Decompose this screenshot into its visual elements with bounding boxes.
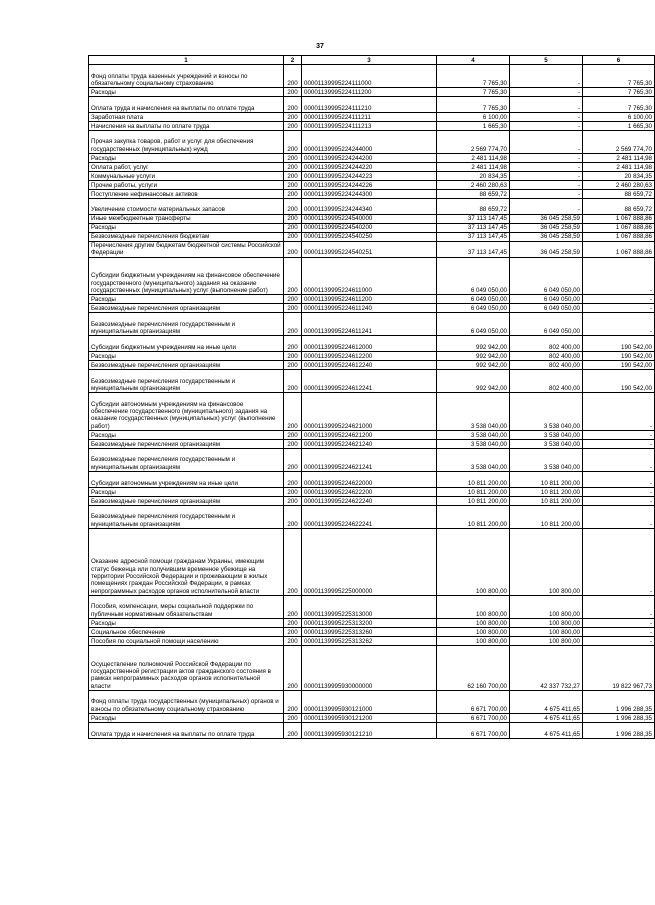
table-row — [89, 430, 655, 439]
row-unexecuted-cell: - — [583, 636, 655, 645]
row-approved-cell: 992 942,00 — [437, 336, 510, 352]
table-row — [89, 370, 655, 393]
row-code-cell: 200 — [284, 595, 302, 618]
row-name-cell: Начисления на выплаты по оплате труда — [89, 121, 284, 130]
row-name-cell: Расходы — [89, 352, 284, 361]
row-approved-cell: 6 100,00 — [437, 112, 510, 121]
row-kbk-cell: 00001139995930000000 — [302, 645, 437, 690]
table-row — [89, 496, 655, 505]
row-name-cell: Безвозмездные перечисления организациям — [89, 361, 284, 370]
row-kbk-cell: 00001139995224244220 — [302, 162, 437, 171]
row-unexecuted-cell: - — [583, 393, 655, 431]
row-name-cell: Безвозмездные перечисления организациям — [89, 439, 284, 448]
row-executed-cell: 802 400,00 — [510, 352, 583, 361]
row-code-cell: 200 — [284, 430, 302, 439]
row-kbk-cell: 00001139995224111200 — [302, 88, 437, 97]
row-kbk-cell: 00001139995224611200 — [302, 295, 437, 304]
row-unexecuted-cell: - — [583, 430, 655, 439]
table-row — [89, 241, 655, 257]
row-name-cell: Расходы — [89, 618, 284, 627]
row-name-cell: Осуществление полномочий Российской Федерации по государственной регистрации актов гражданского состояния в рамках непрограммных расходов органов исполнительной власти — [89, 645, 284, 690]
row-kbk-cell: 00001139995224244340 — [302, 198, 437, 214]
row-executed-cell: - — [510, 88, 583, 97]
row-approved-cell: 100 800,00 — [437, 528, 510, 595]
row-code-cell: 200 — [284, 313, 302, 336]
row-code-cell: 200 — [284, 645, 302, 690]
row-kbk-cell: 00001139995224244226 — [302, 180, 437, 189]
row-code-cell: 200 — [284, 304, 302, 313]
row-executed-cell: 6 049 050,00 — [510, 304, 583, 313]
row-approved-cell: 3 538 040,00 — [437, 448, 510, 471]
row-approved-cell: 7 765,30 — [437, 65, 510, 88]
row-kbk-cell: 00001139995224244000 — [302, 130, 437, 153]
row-approved-cell: 10 811 200,00 — [437, 487, 510, 496]
row-code-cell: 200 — [284, 180, 302, 189]
row-name-cell: Коммунальные услуги — [89, 171, 284, 180]
row-code-cell: 200 — [284, 723, 302, 739]
row-name-cell: Безвозмездные перечисления организациям — [89, 496, 284, 505]
row-unexecuted-cell: 1 067 888,86 — [583, 241, 655, 257]
row-executed-cell: - — [510, 112, 583, 121]
row-approved-cell: 7 765,30 — [437, 88, 510, 97]
row-approved-cell: 6 049 050,00 — [437, 295, 510, 304]
row-executed-cell: - — [510, 153, 583, 162]
row-code-cell: 200 — [284, 496, 302, 505]
row-unexecuted-cell: - — [583, 496, 655, 505]
table-row — [89, 153, 655, 162]
table-row — [89, 472, 655, 488]
row-approved-cell: 2 569 774,70 — [437, 130, 510, 153]
row-unexecuted-cell: - — [583, 618, 655, 627]
row-name-cell: Оплата труда и начисления на выплаты по оплате труда — [89, 723, 284, 739]
row-kbk-cell: 00001139995224111210 — [302, 97, 437, 113]
row-executed-cell: - — [510, 162, 583, 171]
row-code-cell: 200 — [284, 198, 302, 214]
table-row — [89, 618, 655, 627]
row-name-cell: Прочие работы, услуги — [89, 180, 284, 189]
row-kbk-cell: 00001139995224244200 — [302, 153, 437, 162]
row-code-cell: 200 — [284, 636, 302, 645]
row-executed-cell: 6 049 050,00 — [510, 295, 583, 304]
row-name-cell: Субсидии бюджетным учреждениям на иные цели — [89, 336, 284, 352]
table-row — [89, 636, 655, 645]
row-executed-cell: 802 400,00 — [510, 336, 583, 352]
row-kbk-cell: 00001139995225313000 — [302, 595, 437, 618]
row-kbk-cell: 00001139995224621000 — [302, 393, 437, 431]
table-row — [89, 690, 655, 713]
row-unexecuted-cell: 6 100,00 — [583, 112, 655, 121]
row-kbk-cell: 00001139995930121210 — [302, 723, 437, 739]
row-unexecuted-cell: 7 765,30 — [583, 65, 655, 88]
row-name-cell: Безвозмездные перечисления государственным и муниципальным организациям — [89, 313, 284, 336]
row-executed-cell: - — [510, 65, 583, 88]
table-row — [89, 223, 655, 232]
table-row — [89, 295, 655, 304]
row-name-cell: Оказание адресной помощи гражданам Украины, имеющим статус беженца или получившим временное убежище на территории Российской Федерации и проживающим в жилых помещениях граждан Российской Федерации, в рамках непрограммных расходов органов исполнительной власти — [89, 528, 284, 595]
row-executed-cell: - — [510, 130, 583, 153]
row-kbk-cell: 00001139995224540250 — [302, 232, 437, 241]
row-kbk-cell: 00001139995224111000 — [302, 65, 437, 88]
row-executed-cell: 3 538 040,00 — [510, 448, 583, 471]
row-unexecuted-cell: 7 765,30 — [583, 88, 655, 97]
row-approved-cell: 88 659,72 — [437, 198, 510, 214]
row-name-cell: Безвозмездные перечисления государственным и муниципальным организациям — [89, 505, 284, 528]
row-approved-cell: 6 049 050,00 — [437, 304, 510, 313]
row-code-cell: 200 — [284, 361, 302, 370]
table-row — [89, 180, 655, 189]
row-kbk-cell: 00001139995224111211 — [302, 112, 437, 121]
row-kbk-cell: 00001139995224611241 — [302, 313, 437, 336]
row-code-cell: 200 — [284, 370, 302, 393]
row-name-cell: Пособия по социальной помощи населению — [89, 636, 284, 645]
row-name-cell: Заработная плата — [89, 112, 284, 121]
row-approved-cell: 37 113 147,45 — [437, 241, 510, 257]
row-approved-cell: 7 765,30 — [437, 97, 510, 113]
table-row — [89, 528, 655, 595]
row-unexecuted-cell: 190 542,00 — [583, 361, 655, 370]
row-unexecuted-cell: 2 569 774,70 — [583, 130, 655, 153]
table-row — [89, 505, 655, 528]
row-name-cell: Безвозмездные перечисления организациям — [89, 304, 284, 313]
table-row — [89, 627, 655, 636]
row-approved-cell: 62 160 700,00 — [437, 645, 510, 690]
table-row — [89, 645, 655, 690]
table-row — [89, 487, 655, 496]
row-unexecuted-cell: - — [583, 313, 655, 336]
row-code-cell: 200 — [284, 627, 302, 636]
row-unexecuted-cell: - — [583, 448, 655, 471]
row-executed-cell: - — [510, 189, 583, 198]
row-name-cell: Оплата труда и начисления на выплаты по оплате труда — [89, 97, 284, 113]
row-executed-cell: 3 538 040,00 — [510, 439, 583, 448]
row-unexecuted-cell: 1 067 888,86 — [583, 232, 655, 241]
row-executed-cell: 36 045 258,59 — [510, 241, 583, 257]
row-code-cell: 200 — [284, 241, 302, 257]
row-code-cell: 200 — [284, 257, 302, 295]
table-row — [89, 352, 655, 361]
row-kbk-cell: 00001139995930121000 — [302, 690, 437, 713]
page-number: 37 — [316, 43, 324, 50]
row-kbk-cell: 00001139995224611000 — [302, 257, 437, 295]
row-name-cell: Субсидии бюджетным учреждениям на финансовое обеспечение государственного (муниципального) задания на оказание государственных (муниципальных) услуг (выполнение работ) — [89, 257, 284, 295]
table-row — [89, 361, 655, 370]
row-name-cell: Расходы — [89, 88, 284, 97]
row-approved-cell: 6 671 700,00 — [437, 690, 510, 713]
row-name-cell: Социальное обеспечение — [89, 627, 284, 636]
row-code-cell: 200 — [284, 393, 302, 431]
row-kbk-cell: 00001139995225313260 — [302, 627, 437, 636]
row-kbk-cell: 00001139995224111213 — [302, 121, 437, 130]
row-code-cell: 200 — [284, 352, 302, 361]
table-row — [89, 198, 655, 214]
row-unexecuted-cell: 20 834,35 — [583, 171, 655, 180]
row-code-cell: 200 — [284, 88, 302, 97]
row-kbk-cell: 00001139995224622241 — [302, 505, 437, 528]
row-kbk-cell: 00001139995224622240 — [302, 496, 437, 505]
row-unexecuted-cell: - — [583, 304, 655, 313]
table-header-row — [89, 56, 655, 65]
row-kbk-cell: 00001139995224540200 — [302, 223, 437, 232]
row-approved-cell: 2 460 280,63 — [437, 180, 510, 189]
row-executed-cell: 10 811 200,00 — [510, 472, 583, 488]
table-row — [89, 232, 655, 241]
row-approved-cell: 37 113 147,45 — [437, 232, 510, 241]
row-name-cell: Фонд оплаты труда казенных учреждений и взносы по обязательному социальному страхованию — [89, 65, 284, 88]
row-kbk-cell: 00001139995224244223 — [302, 171, 437, 180]
row-executed-cell: 4 675 411,65 — [510, 723, 583, 739]
table-row — [89, 393, 655, 431]
row-unexecuted-cell: 7 765,30 — [583, 97, 655, 113]
row-executed-cell: 10 811 200,00 — [510, 505, 583, 528]
row-executed-cell: 100 800,00 — [510, 528, 583, 595]
row-approved-cell: 992 942,00 — [437, 361, 510, 370]
row-approved-cell: 1 665,30 — [437, 121, 510, 130]
row-code-cell: 200 — [284, 487, 302, 496]
table-row — [89, 121, 655, 130]
row-unexecuted-cell: - — [583, 627, 655, 636]
row-executed-cell: - — [510, 121, 583, 130]
row-name-cell: Расходы — [89, 714, 284, 723]
row-name-cell: Поступление нефинансовых активов — [89, 189, 284, 198]
table-row — [89, 714, 655, 723]
row-unexecuted-cell: 2 481 114,98 — [583, 162, 655, 171]
row-executed-cell: 6 049 050,00 — [510, 257, 583, 295]
row-code-cell: 200 — [284, 714, 302, 723]
row-approved-cell: 3 538 040,00 — [437, 393, 510, 431]
row-kbk-cell: 00001139995224612200 — [302, 352, 437, 361]
row-code-cell: 200 — [284, 232, 302, 241]
row-approved-cell: 100 800,00 — [437, 627, 510, 636]
table-row — [89, 595, 655, 618]
row-name-cell: Субсидии автономным учреждениям на иные цели — [89, 472, 284, 488]
row-executed-cell: 100 800,00 — [510, 595, 583, 618]
row-executed-cell: - — [510, 97, 583, 113]
row-code-cell: 200 — [284, 472, 302, 488]
row-executed-cell: 36 045 258,59 — [510, 232, 583, 241]
table-row — [89, 214, 655, 223]
column-header: 2 — [284, 56, 302, 65]
row-approved-cell: 6 671 700,00 — [437, 714, 510, 723]
row-kbk-cell: 00001139995224612240 — [302, 361, 437, 370]
row-code-cell: 200 — [284, 336, 302, 352]
row-approved-cell: 100 800,00 — [437, 636, 510, 645]
row-executed-cell: 100 800,00 — [510, 636, 583, 645]
row-executed-cell: 36 045 258,59 — [510, 223, 583, 232]
row-name-cell: Субсидии автономным учреждениям на финансовое обеспечение государственного (муниципального) задания на оказание государственных (муниципальных) услуг (выполнение работ) — [89, 393, 284, 431]
table-row — [89, 88, 655, 97]
row-approved-cell: 992 942,00 — [437, 370, 510, 393]
row-name-cell: Увеличение стоимости материальных запасов — [89, 198, 284, 214]
row-name-cell: Оплата работ, услуг — [89, 162, 284, 171]
table-row — [89, 97, 655, 113]
row-unexecuted-cell: 1 996 288,35 — [583, 690, 655, 713]
row-executed-cell: 4 675 411,65 — [510, 714, 583, 723]
row-code-cell: 200 — [284, 162, 302, 171]
row-kbk-cell: 00001139995224622200 — [302, 487, 437, 496]
row-unexecuted-cell: - — [583, 295, 655, 304]
row-code-cell: 200 — [284, 97, 302, 113]
row-name-cell: Расходы — [89, 153, 284, 162]
row-name-cell: Расходы — [89, 430, 284, 439]
row-unexecuted-cell: 1 996 288,35 — [583, 723, 655, 739]
row-executed-cell: 36 045 258,59 — [510, 214, 583, 223]
row-unexecuted-cell: - — [583, 595, 655, 618]
row-approved-cell: 10 811 200,00 — [437, 472, 510, 488]
row-unexecuted-cell: 190 542,00 — [583, 336, 655, 352]
row-unexecuted-cell: - — [583, 528, 655, 595]
row-code-cell: 200 — [284, 153, 302, 162]
row-executed-cell: - — [510, 198, 583, 214]
row-name-cell: Расходы — [89, 223, 284, 232]
row-executed-cell: 802 400,00 — [510, 370, 583, 393]
row-kbk-cell: 00001139995930121200 — [302, 714, 437, 723]
row-kbk-cell: 00001139995224611240 — [302, 304, 437, 313]
row-unexecuted-cell: 1 996 288,35 — [583, 714, 655, 723]
row-kbk-cell: 00001139995224621240 — [302, 439, 437, 448]
column-header: 1 — [89, 56, 284, 65]
column-header: 5 — [510, 56, 583, 65]
budget-execution-table — [88, 55, 655, 739]
row-unexecuted-cell: 1 067 888,86 — [583, 223, 655, 232]
row-code-cell: 200 — [284, 690, 302, 713]
row-code-cell: 200 — [284, 223, 302, 232]
row-code-cell: 200 — [284, 295, 302, 304]
row-approved-cell: 37 113 147,45 — [437, 223, 510, 232]
row-unexecuted-cell: 1 665,30 — [583, 121, 655, 130]
row-unexecuted-cell: 2 460 280,63 — [583, 180, 655, 189]
row-kbk-cell: 00001139995224244300 — [302, 189, 437, 198]
row-approved-cell: 3 538 040,00 — [437, 439, 510, 448]
table-row — [89, 336, 655, 352]
row-approved-cell: 992 942,00 — [437, 352, 510, 361]
row-approved-cell: 2 481 114,98 — [437, 153, 510, 162]
table-row — [89, 304, 655, 313]
row-kbk-cell: 00001139995225313200 — [302, 618, 437, 627]
row-code-cell: 200 — [284, 214, 302, 223]
table-row — [89, 65, 655, 88]
row-approved-cell: 100 800,00 — [437, 595, 510, 618]
row-approved-cell: 6 049 050,00 — [437, 313, 510, 336]
row-code-cell: 200 — [284, 618, 302, 627]
row-name-cell: Фонд оплаты труда государственных (муниципальных) органов и взносы по обязательному социальному страхованию — [89, 690, 284, 713]
row-name-cell: Безвозмездные перечисления государственным и муниципальным организациям — [89, 370, 284, 393]
row-kbk-cell: 00001139995225313262 — [302, 636, 437, 645]
table-row — [89, 130, 655, 153]
column-header: 3 — [302, 56, 437, 65]
row-unexecuted-cell: - — [583, 472, 655, 488]
row-executed-cell: 10 811 200,00 — [510, 496, 583, 505]
row-approved-cell: 6 671 700,00 — [437, 723, 510, 739]
row-approved-cell: 2 481 114,98 — [437, 162, 510, 171]
row-code-cell: 200 — [284, 528, 302, 595]
row-executed-cell: 42 337 732,27 — [510, 645, 583, 690]
row-approved-cell: 37 113 147,45 — [437, 214, 510, 223]
row-kbk-cell: 00001139995224622000 — [302, 472, 437, 488]
row-unexecuted-cell: - — [583, 257, 655, 295]
row-executed-cell: 4 675 411,65 — [510, 690, 583, 713]
row-unexecuted-cell: 190 542,00 — [583, 352, 655, 361]
row-code-cell: 200 — [284, 121, 302, 130]
row-kbk-cell: 00001139995224621241 — [302, 448, 437, 471]
row-unexecuted-cell: 2 481 114,98 — [583, 153, 655, 162]
row-unexecuted-cell: - — [583, 487, 655, 496]
table-row — [89, 448, 655, 471]
row-unexecuted-cell: 88 659,72 — [583, 189, 655, 198]
row-approved-cell: 6 049 050,00 — [437, 257, 510, 295]
table-row — [89, 171, 655, 180]
column-header: 6 — [583, 56, 655, 65]
row-executed-cell: 6 049 050,00 — [510, 313, 583, 336]
row-approved-cell: 88 659,72 — [437, 189, 510, 198]
column-header: 4 — [437, 56, 510, 65]
row-executed-cell: 100 800,00 — [510, 627, 583, 636]
table-row — [89, 257, 655, 295]
table-row — [89, 723, 655, 739]
row-unexecuted-cell: 1 067 888,86 — [583, 214, 655, 223]
row-executed-cell: 3 538 040,00 — [510, 430, 583, 439]
row-approved-cell: 100 800,00 — [437, 618, 510, 627]
row-kbk-cell: 00001139995224540251 — [302, 241, 437, 257]
row-code-cell: 200 — [284, 112, 302, 121]
row-approved-cell: 10 811 200,00 — [437, 496, 510, 505]
table-row — [89, 162, 655, 171]
row-code-cell: 200 — [284, 189, 302, 198]
row-name-cell: Расходы — [89, 487, 284, 496]
row-kbk-cell: 00001139995224612241 — [302, 370, 437, 393]
row-name-cell: Иные межбюджетные трансферты — [89, 214, 284, 223]
table-row — [89, 439, 655, 448]
table-row — [89, 189, 655, 198]
row-unexecuted-cell: - — [583, 439, 655, 448]
row-code-cell: 200 — [284, 448, 302, 471]
row-kbk-cell: 00001139995225000000 — [302, 528, 437, 595]
row-executed-cell: - — [510, 171, 583, 180]
row-kbk-cell: 00001139995224612000 — [302, 336, 437, 352]
row-approved-cell: 3 538 040,00 — [437, 430, 510, 439]
row-executed-cell: - — [510, 180, 583, 189]
row-code-cell: 200 — [284, 505, 302, 528]
row-approved-cell: 20 834,35 — [437, 171, 510, 180]
row-unexecuted-cell: 88 659,72 — [583, 198, 655, 214]
row-kbk-cell: 00001139995224540000 — [302, 214, 437, 223]
row-code-cell: 200 — [284, 65, 302, 88]
row-name-cell: Пособия, компенсации, меры социальной поддержки по публичным нормативным обязательствам — [89, 595, 284, 618]
row-name-cell: Прочая закупка товаров, работ и услуг для обеспечения государственных (муниципальных) нужд — [89, 130, 284, 153]
row-executed-cell: 802 400,00 — [510, 361, 583, 370]
row-name-cell: Безвозмездные перечисления бюджетам — [89, 232, 284, 241]
row-name-cell: Безвозмездные перечисления государственным и муниципальным организациям — [89, 448, 284, 471]
row-code-cell: 200 — [284, 439, 302, 448]
row-executed-cell: 100 800,00 — [510, 618, 583, 627]
table-row — [89, 112, 655, 121]
row-executed-cell: 10 811 200,00 — [510, 487, 583, 496]
row-approved-cell: 10 811 200,00 — [437, 505, 510, 528]
row-kbk-cell: 00001139995224621200 — [302, 430, 437, 439]
row-name-cell: Перечисления другим бюджетам бюджетной системы Российской Федерации — [89, 241, 284, 257]
row-unexecuted-cell: 190 542,00 — [583, 370, 655, 393]
row-name-cell: Расходы — [89, 295, 284, 304]
row-executed-cell: 3 538 040,00 — [510, 393, 583, 431]
row-unexecuted-cell: 19 822 967,73 — [583, 645, 655, 690]
row-code-cell: 200 — [284, 171, 302, 180]
table-row — [89, 313, 655, 336]
row-code-cell: 200 — [284, 130, 302, 153]
row-unexecuted-cell: - — [583, 505, 655, 528]
